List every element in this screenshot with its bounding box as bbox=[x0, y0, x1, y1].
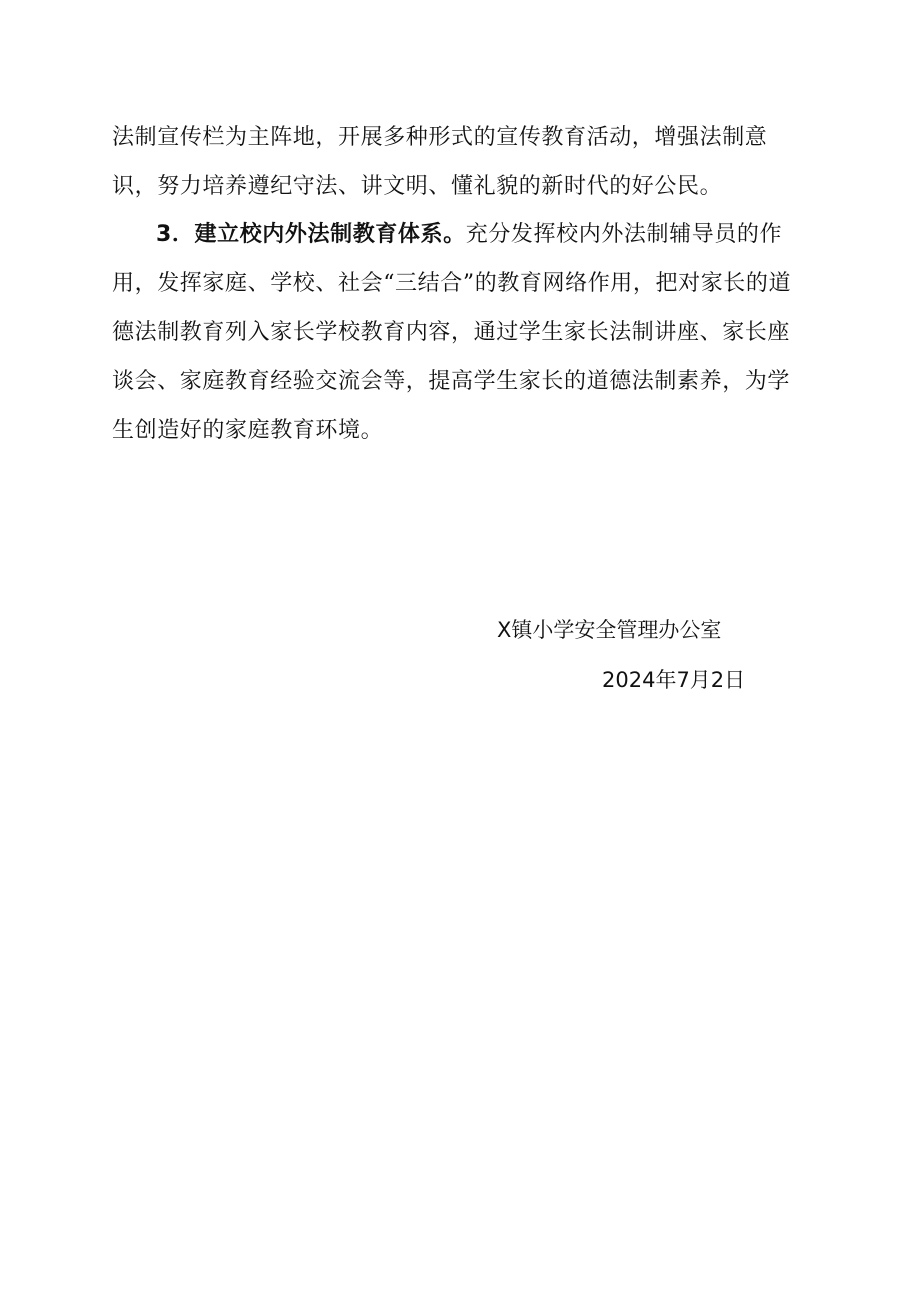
body-paragraph-1: 法制宣传栏为主阵地，开展多种形式的宣传教育活动，增强法制意识，努力培养遵纪守法、讲文明、懂礼貌的新时代的好公民。 bbox=[112, 125, 768, 199]
signature-organization: X镇小学安全管理办公室 bbox=[497, 618, 722, 642]
section-body: 充分发挥校内外法制辅导员的作用，发挥家庭、学校、社会“三结合”的教育网络作用，把对家长的道德法制教育列入家长学校教育内容，通过学生家长法制讲座、家长座谈会、家庭教育经验交流会等，提高学生家长的道德法制素养，为学生创造好的家庭教育环境。 bbox=[112, 222, 792, 443]
signature-date: 2024年7月2日 bbox=[602, 668, 746, 692]
section-heading: 3．建立校内外法制教育体系。 bbox=[156, 222, 466, 247]
body-paragraph-2 bbox=[112, 210, 812, 455]
